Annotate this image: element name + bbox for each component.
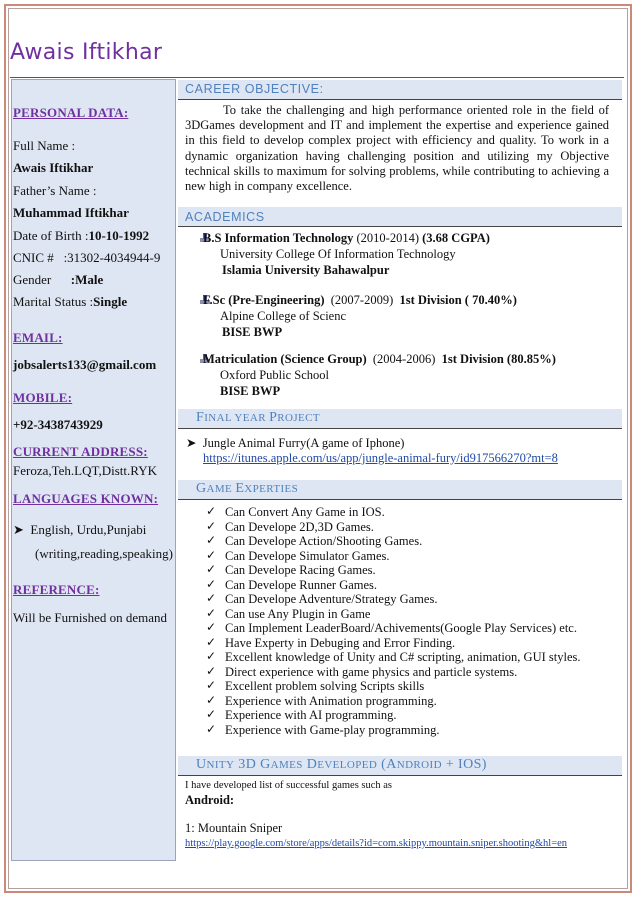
dob-label: Date of Birth : (13, 228, 89, 243)
objective-band (178, 80, 622, 99)
checkmark-icon: ✓ (206, 504, 217, 518)
academic-2-degree: F.Sc (Pre-Engineering) (203, 293, 325, 307)
expertise-item: Excellent problem solving Scripts skills (225, 679, 425, 693)
project-title: Jungle Animal Furry(A game of Iphone) (202, 436, 405, 450)
expertise-item: Can Implement LeaderBoard/Achivements(Google Play Services) etc. (225, 621, 577, 635)
project-rule (178, 428, 622, 429)
academic-2-result: 1st Division ( 70.40%) (399, 293, 517, 307)
candidate-name: Awais Iftikhar (10, 40, 163, 65)
expertise-item: Can Develope Action/Shooting Games. (225, 534, 423, 548)
expertise-item: Can Develope Racing Games. (225, 563, 376, 577)
academic-1-institute: University College Of Information Technology (220, 247, 456, 261)
expertise-item: Experience with Game-play programming. (225, 722, 440, 737)
objective-text: To take the challenging and high performance oriented role in the field of 3DGames development and IT and implement the expertise and experience gained in this field to develop complex project with efficiency and quality. To work in a dynamic organization having challenging position and utilizing my Objective technical skills to maximum for solving problems, while contributing to achieving a new high in company excellence. (185, 103, 609, 194)
mobile-value: +92-3438743929 (13, 417, 103, 432)
developed-platform: Android: (185, 793, 235, 807)
project-heading: FINAL YEAR PROJECT (196, 410, 321, 425)
expertise-item: Can Develope 2D,3D Games. (225, 519, 374, 534)
academic-3-result: 1st Division (80.85%) (441, 352, 556, 366)
expertise-item: Excellent knowledge of Unity and C# scripting, animation, GUI styles. (225, 650, 581, 664)
marital-label: Marital Status : (13, 294, 94, 309)
developed-heading: UNITY 3D GAMES DEVELOPED (ANDROID + IOS) (196, 757, 487, 772)
project-link[interactable]: https://itunes.apple.com/us/app/jungle-animal-fury/id917566270?mt=8 (203, 451, 558, 465)
academic-3-institute: Oxford Public School (220, 368, 330, 382)
languages-heading: LANGUAGES KNOWN: (13, 491, 159, 506)
email-heading: EMAIL: (13, 330, 63, 345)
expertise-band (178, 480, 622, 499)
developed-intro: I have developed list of successful games such as (185, 780, 393, 791)
developed-game-1: 1: Mountain Sniper (185, 821, 283, 835)
academic-2-board: BISE BWP (222, 325, 283, 339)
cnic-row (13, 250, 160, 265)
marital-value: Single (93, 294, 128, 309)
checkmark-icon: ✓ (206, 663, 217, 678)
checkmark-icon: ✓ (206, 678, 217, 692)
project-band (178, 409, 622, 428)
expertise-heading: GAME EXPERTIES (196, 481, 299, 496)
checkmark-icon: ✓ (206, 547, 217, 562)
expertise-item: Can use Any Plugin in Game (225, 606, 371, 621)
academic-item-1 (203, 231, 490, 246)
checkmark-icon: ✓ (206, 707, 217, 721)
academics-heading: ACADEMICS (185, 210, 265, 224)
academic-item-3 (203, 352, 556, 367)
checkmark-icon: ✓ (206, 533, 217, 547)
objective-heading: CAREER OBJECTIVE: (185, 82, 324, 96)
academic-2-institute: Alpine College of Scienc (220, 309, 347, 323)
checkmark-icon: ✓ (206, 576, 217, 591)
expertise-rule (178, 499, 622, 500)
languages-value: English, Urdu,Punjabi (30, 522, 147, 537)
academic-1-years: (2010-2014) (356, 231, 420, 245)
cnic-value: :31302-4034944-9 (63, 250, 161, 265)
reference-value: Will be Furnished on demand (13, 610, 168, 625)
dob-row (13, 228, 149, 243)
expertise-item: Can Develope Adventure/Strategy Games. (225, 592, 438, 606)
checkmark-icon: ✓ (206, 692, 217, 707)
reference-heading: REFERENCE: (13, 582, 100, 597)
expertise-item: Direct experience with game physics and particle systems. (225, 664, 518, 679)
checkmark-icon: ✓ (206, 518, 217, 533)
arrow-bullet-icon: ➤ (186, 436, 197, 450)
full-name-label: Full Name : (13, 138, 76, 153)
academic-1-degree: B.S Information Technology (203, 231, 354, 245)
father-name-value: Muhammad Iftikhar (13, 205, 129, 220)
academics-band (178, 207, 622, 226)
gender-row (13, 272, 103, 287)
personal-data-heading: PERSONAL DATA: (13, 105, 129, 120)
languages-skills: (writing,reading,speaking) (35, 546, 173, 561)
academic-3-degree: Matriculation (Science Group) (203, 352, 367, 366)
expertise-item: Can Develope Simulator Games. (225, 548, 390, 563)
checkmark-icon: ✓ (206, 591, 217, 605)
arrow-bullet-icon: ➤ (13, 522, 24, 537)
academic-1-result: (3.68 CGPA) (422, 231, 490, 245)
developed-band (178, 756, 622, 775)
developed-game-1-link[interactable]: https://play.google.com/store/apps/details?id=com.skippy.mountain.sniper.shooting&hl=en (185, 838, 568, 849)
checkmark-icon: ✓ (206, 721, 217, 736)
objective-rule (178, 99, 622, 100)
academic-item-2 (203, 293, 517, 308)
academic-2-years: (2007-2009) (330, 293, 394, 307)
checkmark-icon: ✓ (206, 620, 217, 634)
checkmark-icon: ✓ (206, 562, 217, 576)
expertise-item: Experience with AI programming. (225, 708, 397, 722)
full-name-value: Awais Iftikhar (13, 160, 94, 175)
marital-row (13, 294, 127, 309)
academic-1-board: Islamia University Bahawalpur (222, 263, 390, 277)
father-name-label: Father’s Name : (13, 183, 97, 198)
checkmark-icon: ✓ (206, 649, 217, 663)
mobile-heading: MOBILE: (13, 390, 73, 405)
header-divider (10, 77, 624, 78)
email-value[interactable]: jobsalerts133@gmail.com (13, 357, 157, 372)
project-title-row (186, 436, 404, 450)
address-heading: CURRENT ADDRESS: (13, 444, 148, 459)
languages-row (13, 522, 146, 537)
academics-rule (178, 226, 622, 227)
expertise-item: Experience with Animation programming. (225, 693, 437, 708)
academic-3-board: BISE BWP (220, 384, 281, 398)
gender-label: Gender (13, 272, 52, 287)
academic-3-years: (2004-2006) (372, 352, 436, 366)
expertise-item: Have Experty in Debuging and Error Finding. (225, 635, 456, 650)
cnic-label: CNIC # (13, 250, 54, 265)
dob-value: 10-10-1992 (88, 228, 150, 243)
checkmark-icon: ✓ (206, 634, 217, 649)
gender-value: :Male (70, 272, 104, 287)
expertise-item: Can Convert Any Game in IOS. (225, 505, 385, 519)
checkmark-icon: ✓ (206, 605, 217, 620)
address-value: Feroza,Teh.LQT,Distt.RYK (13, 463, 157, 478)
expertise-item: Can Develope Runner Games. (225, 577, 378, 592)
developed-rule (178, 775, 622, 776)
